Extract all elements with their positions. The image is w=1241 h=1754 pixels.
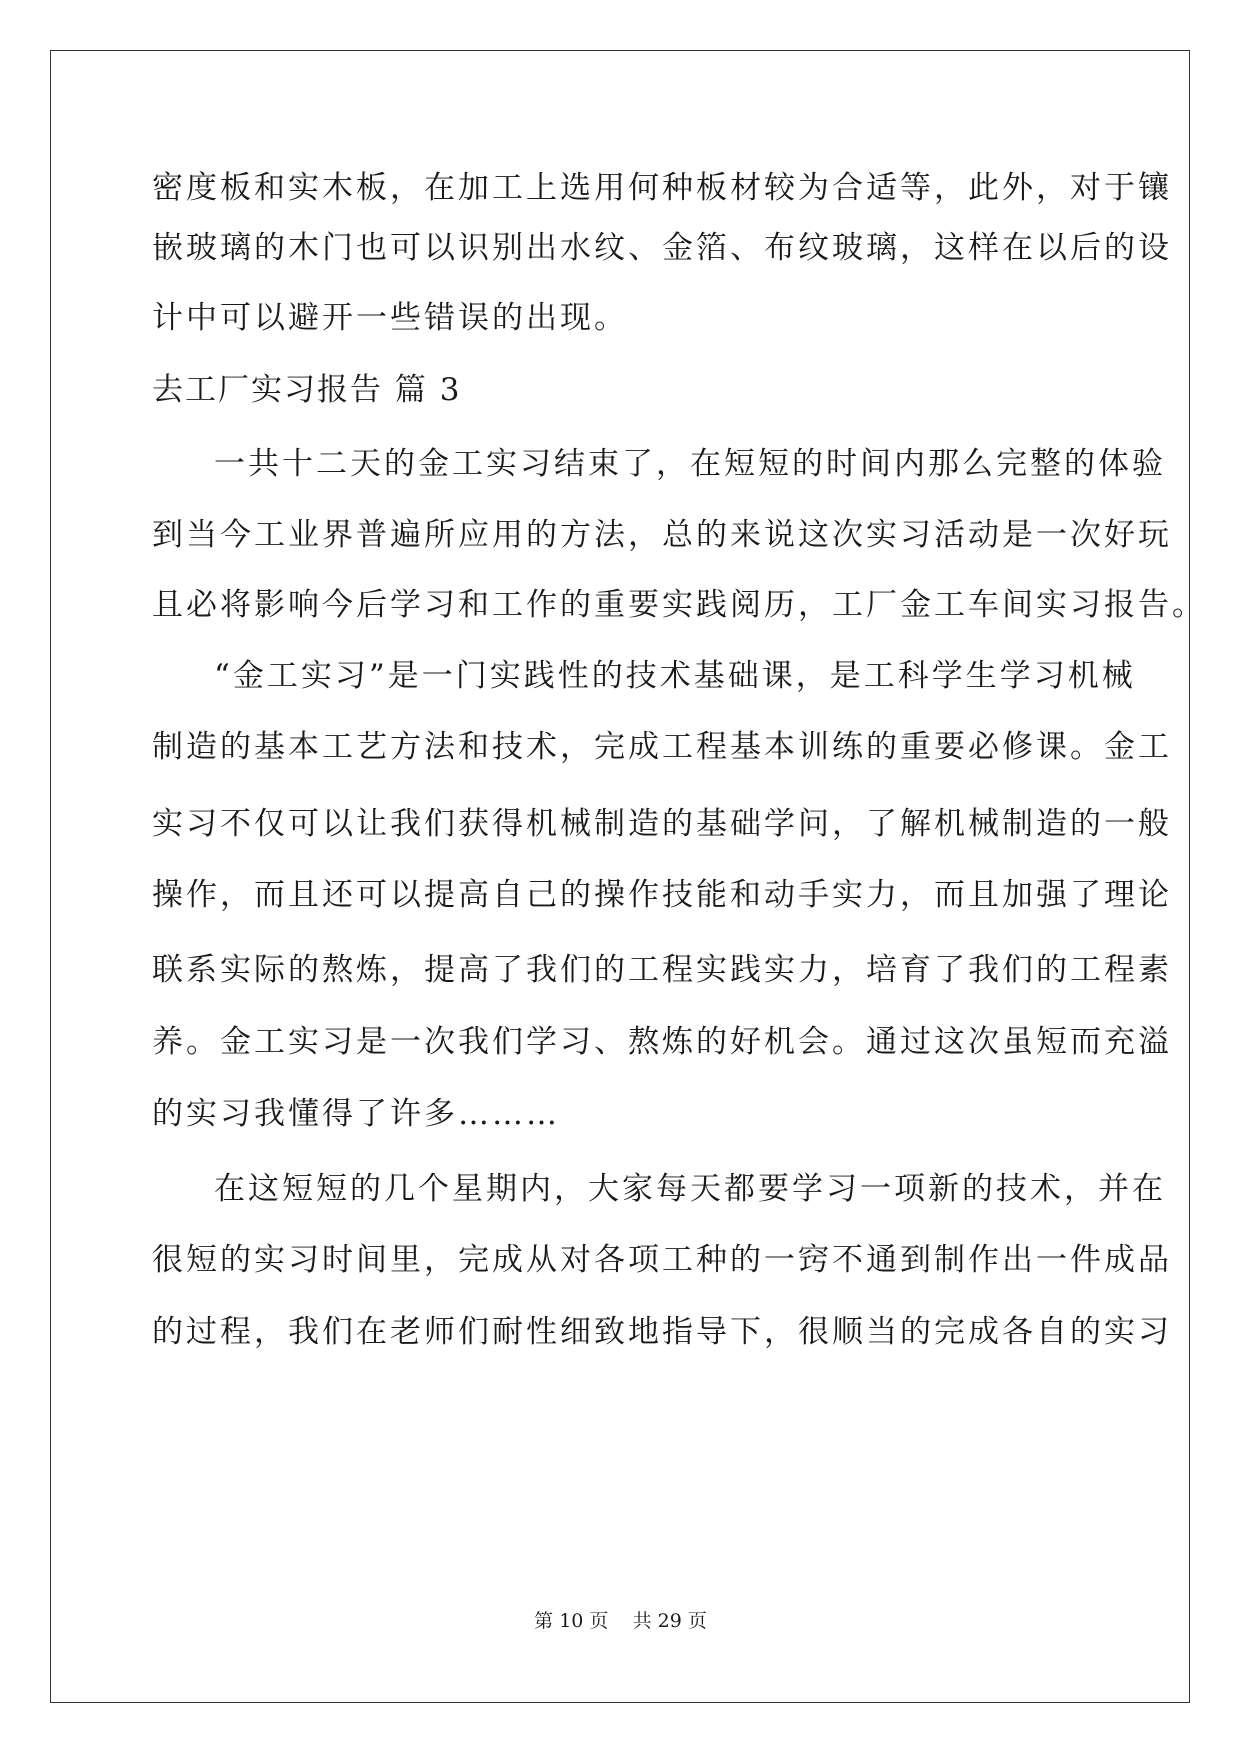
text-line: 计中可以避开一些错误的出现。 bbox=[152, 300, 628, 336]
text-line: 养。金工实习是一次我们学习、熬炼的好机会。通过这次虽短而充溢 bbox=[152, 1024, 1172, 1060]
text-line: 且必将影响今后学习和工作的重要实践阅历，工厂金工车间实习报告。 bbox=[152, 587, 1206, 623]
text-line: 嵌玻璃的木门也可以识别出水纹、金箔、布纹玻璃，这样在以后的设 bbox=[152, 230, 1172, 266]
text-line: 密度板和实木板，在加工上选用何种板材较为合适等，此外，对于镶 bbox=[152, 170, 1172, 206]
text-line: 的过程，我们在老师们耐性细致地指导下，很顺当的完成各自的实习 bbox=[152, 1314, 1172, 1350]
text-line: 联系实际的熬炼，提高了我们的工程实践实力，培育了我们的工程素 bbox=[152, 952, 1172, 988]
text-line: 制造的基本工艺方法和技术，完成工程基本训练的重要必修课。金工 bbox=[152, 729, 1172, 765]
text-line: 的实习我懂得了许多……… bbox=[152, 1096, 560, 1132]
text-line: “金工实习”是一门实践性的技术基础课，是工科学生学习机械 bbox=[214, 658, 1136, 694]
text-line: 操作，而且还可以提高自己的操作技能和动手实力，而且加强了理论 bbox=[152, 877, 1172, 913]
text-line: 一共十二天的金工实习结束了，在短短的时间内那么完整的体验 bbox=[214, 446, 1166, 482]
page-number-footer: 第 10 页 共 29 页 bbox=[534, 1610, 707, 1632]
text-line: 很短的实习时间里，完成从对各项工种的一窍不通到制作出一件成品 bbox=[152, 1242, 1172, 1278]
text-line: 在这短短的几个星期内，大家每天都要学习一项新的技术，并在 bbox=[214, 1171, 1166, 1207]
text-line: 实习不仅可以让我们获得机械制造的基础学问，了解机械制造的一般 bbox=[152, 806, 1172, 842]
section-heading: 去工厂实习报告 篇 3 bbox=[152, 372, 462, 408]
text-line: 到当今工业界普遍所应用的方法，总的来说这次实习活动是一次好玩 bbox=[152, 517, 1172, 553]
